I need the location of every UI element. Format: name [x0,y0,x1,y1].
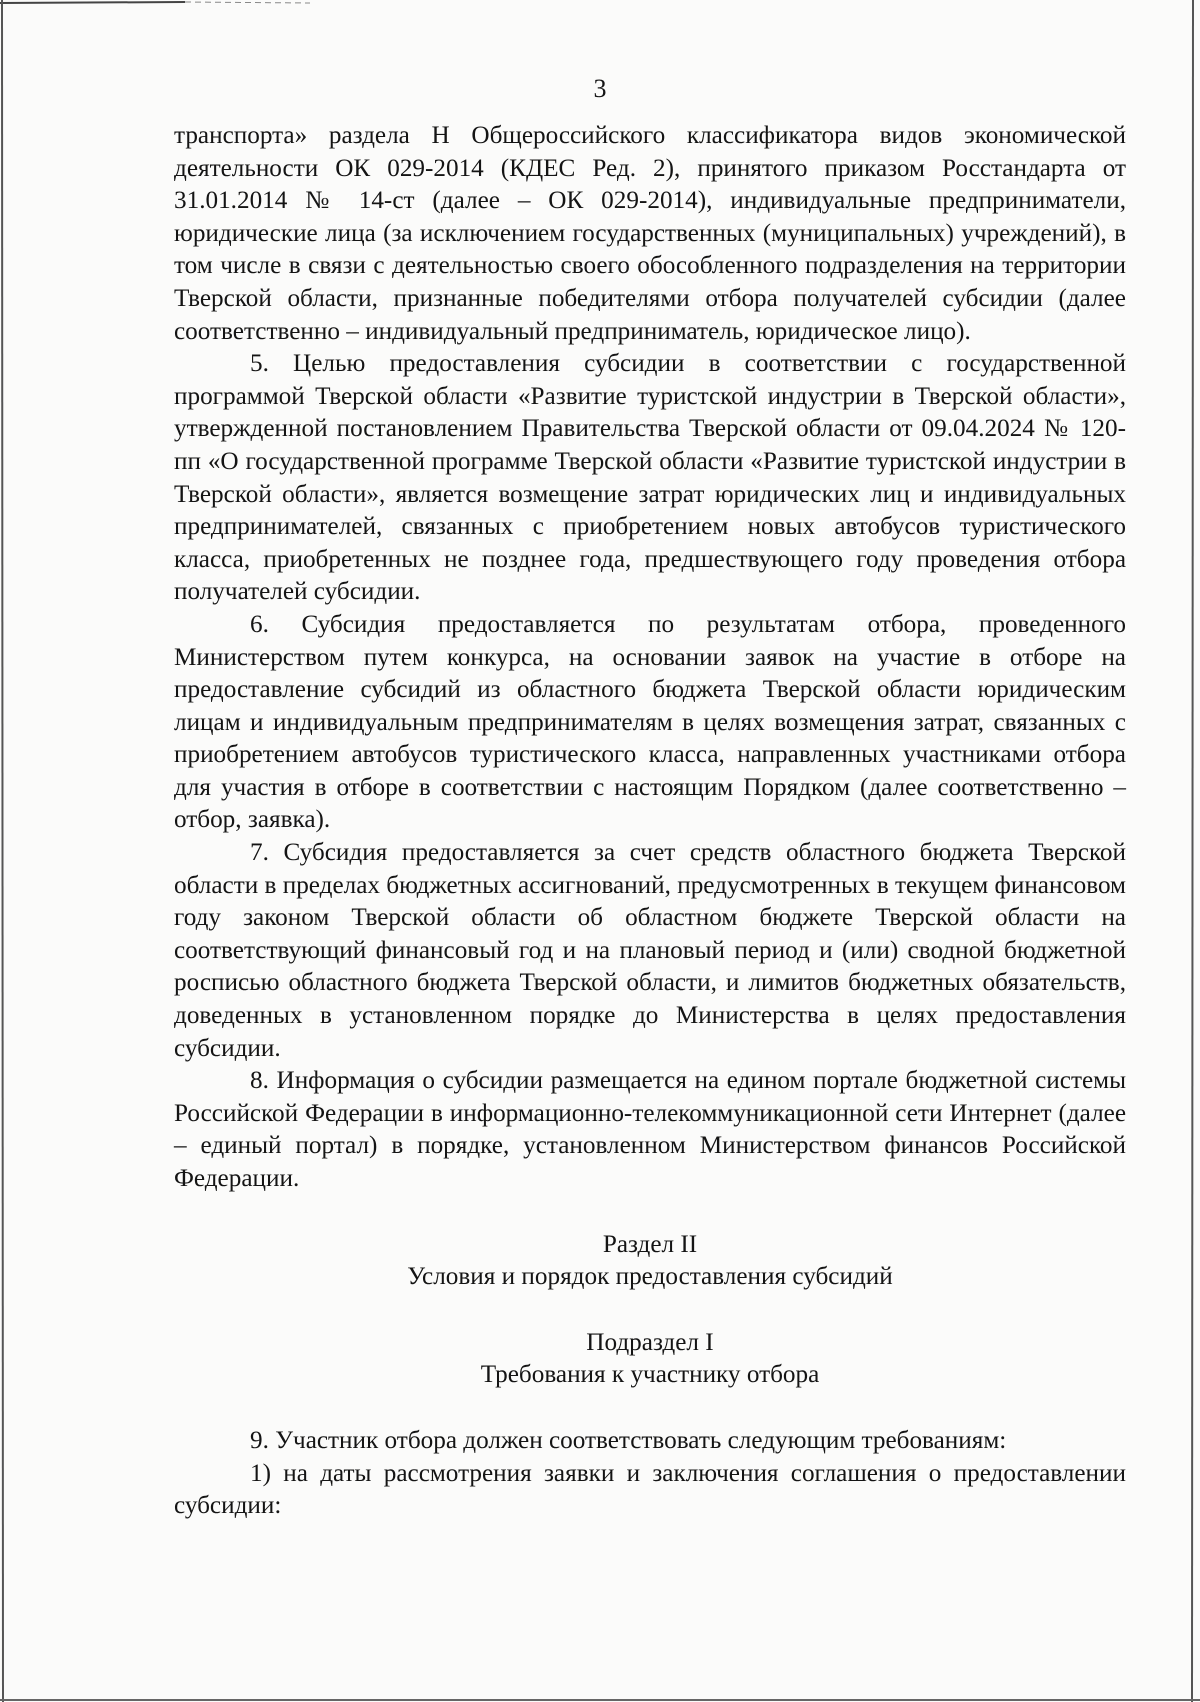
paragraph-8: 8. Информация о субсидии размещается на едином портале бюджетной системы Российской Федерации в информационно-телекоммуникационной сети Интернет (далее – единый портал) в порядке, установленном Министерством финансов Российской Федерации. [174,1067,1126,1192]
paragraph-7: 7. Субсидия предоставляется за счет средств областного бюджета Тверской области в пределах бюджетных ассигнований, предусмотренных в текущем финансовом году законом Тверской области об областном бюджете Тверской области на соответствующий финансовый год и на плановый период и (или) сводной бюджетной росписью областного бюджета Тверской области, и лимитов бюджетных обязательств, доведенных в установленном порядке до Министерства в целях предоставления субсидии. [174,839,1126,1062]
section-label: Раздел II [602,1230,698,1258]
subsection-label: Подраздел I [586,1328,714,1356]
paragraph-6: 6. Субсидия предоставляется по результатам отбора, проведенного Министерством путем конкурса, на основании заявок на участие в отборе на предоставление субсидий из областного бюджета Тверской области юридическим лицам и индивидуальным предпринимателям в целях возмещения затрат, связанных с приобретением автобусов туристического класса, направленных участниками отбора для участия в отборе в соответствии с настоящим Порядком (далее соответственно – отбор, заявка). [174,610,1126,834]
spacer [174,1392,1126,1425]
spacer [174,1294,1126,1327]
page-number: 3 [593,74,607,103]
paragraph-5: 5. Целью предоставления субсидии в соответствии с государственной программой Тверской области «Развитие туристской индустрии в Тверской области», утвержденной постановлением Правительства Тверской области от 09.04.2024 № 120-пп «О государственной программе Тверской области «Развитие туристской индустрии в Тверской области», является возмещение затрат юридических лиц и индивидуальных предпринимателей, связанных с приобретением новых автобусов туристического класса, приобретенных не позднее года, предшествующего году проведения отбора получателей субсидии. [174,350,1126,606]
paragraph-9: 9. Участник отбора должен соответствовать следующим требованиям: [250,1426,1007,1454]
spacer [174,1196,1126,1229]
paragraph-continuation: транспорта» раздела H Общероссийского классификатора видов экономической деятельности ОК 029-2014 (КДЕС Ред. 2), принятого приказом Росстандарта от 31.01.2014 № 14-ст (далее – ОК 029-2014), индивидуальные предприниматели, юридические лица (за исключением государственных (муниципальных) учреждений), в том числе в связи с деятельностью своего обособленного подразделения на территории Тверской области, признанные победителями отбора получателей субсидии (далее соответственно – индивидуальный предприниматель, юридическое лицо). [174,122,1126,345]
document-body [174,120,1126,1523]
paragraph-9-item-1: 1) на даты рассмотрения заявки и заключения соглашения о предоставлении субсидии: [174,1459,1126,1520]
subsection-title: Требования к участнику отбора [480,1361,820,1389]
section-title: Условия и порядок предоставления субсидий [407,1263,893,1291]
